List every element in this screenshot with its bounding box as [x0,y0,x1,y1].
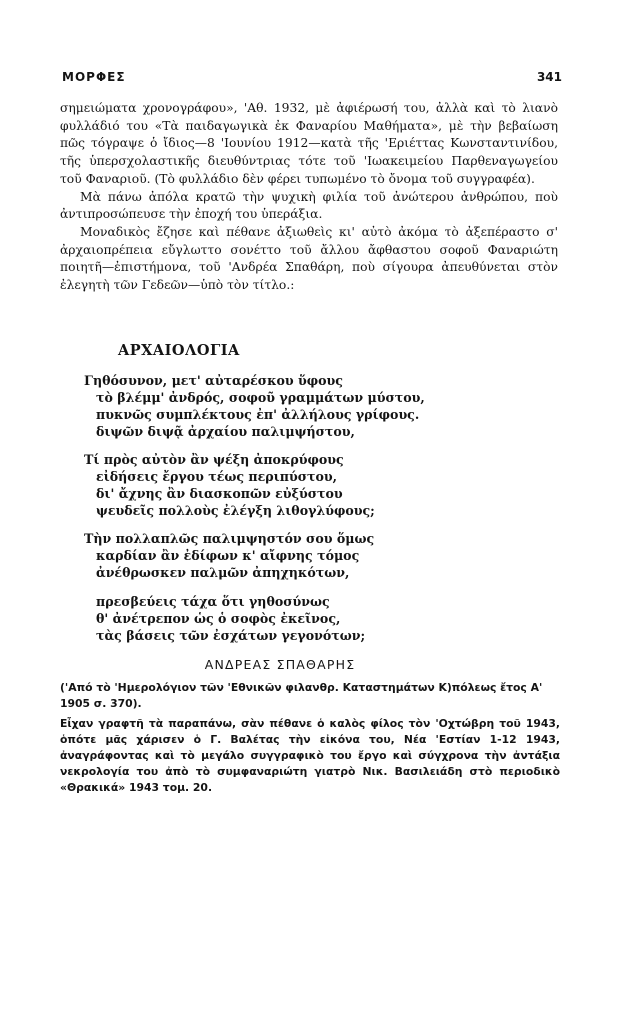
poem-stanza-4 [84,593,414,644]
poem-line: καρδίαν ἂν ἐδίφων κ' αἴφνης τόμος [96,548,360,563]
running-title: ΜΟΡΦΕΣ [62,70,126,84]
paragraph-3: Μοναδικὸς ἔζησε καὶ πέθανε ἀξιωθεὶς κι' αὐτὸ ἀκόμα τὸ ἀξεπέραστο σ' ἀρχαιοπρέπεια εὔγλωττο σονέττο τοῦ ἄλλου ἄφθαστου σοφοῦ Φαναριώτη ποιητῆ—ἐπιστήμονα, τοῦ 'Ανδρέα Σπαθάρη, ποὺ σίγουρα ἀπευθύνεται στὸν ἐλεγητὴ τῶν Γεδεῶν—ὑπὸ τὸν τίτλο.: [60,224,558,293]
paragraph-1: σημειώματα χρονογράφου», 'Αθ. 1932, μὲ ἀφιέρωσή του, ἀλλὰ καὶ τὸ λιανὸ φυλλάδιό του «Τὰ παιδαγωγικὰ ἐκ Φαναρίου Μαθήματα», μὲ τὴν βεβαίωση πῶς τόγραψε ὁ ἴδιος—8 'Ιουνίου 1912—κατὰ τῆς 'Εριέττας Κωνσταντινίδου, τῆς ὑπερσχολαστικῆς διευθύντριας τότε τοῦ 'Ιωακειμείου Παρθεναγωγείου τοῦ Φαναριοῦ. (Τὸ φυλλάδιο δὲν φέρει τυπωμένο τὸ ὄνομα τοῦ συγγραφέα). [60,101,558,186]
poem-author: ΑΝΔΡΕΑΣ ΣΠΑΘΑΡΗΣ [204,657,356,672]
poem-line: ψευδεῖς πολλοὺς ἐλέγξη λιθογλύφους; [96,503,375,518]
poem-line: Τί πρὸς αὐτὸν ἂν ψέξη ἀποκρύφους [84,452,344,467]
poem-stanza-1 [84,372,425,440]
page-number: 341 [536,70,562,84]
poem-title: ΑΡΧΑΙΟΛΟΓΙΑ [118,342,240,359]
poem-line: εἰδήσεις ἔργου τέως περιπύστου, [96,469,338,484]
poem-line: ἀνέθρωσκεν παλμῶν ἀπηχηκότων, [96,565,350,580]
poem-stanza-2 [84,451,414,519]
poem-line: τὰς βάσεις τῶν ἐσχάτων γεγονότων; [96,628,366,643]
poem-line: διψῶν διψᾷ ἀρχαίου παλιμψήστου, [96,424,355,439]
body-text [60,100,558,295]
paragraph-2: Μὰ πάνω ἀπόλα κρατῶ τὴν ψυχικὴ φιλία τοῦ ἀνώτερου ἀνθρώπου, ποὺ ἀντιπροσώπευσε τὴν ἐποχή του ὑπεράξια. [60,189,558,222]
poem-line: θ' ἀνέτρεπον ὡς ὁ σοφὸς ἐκεῖνος, [96,611,341,626]
poem-stanza-3 [84,530,414,581]
poem-line: δι' ἄχνης ἂν διασκοπῶν εὐξύστου [96,486,343,501]
poem-line: τὸ βλέμμ' ἀνδρός, σοφοῦ γραμμάτων μύστου, [96,390,425,405]
poem-line: Γηθόσυνον, μετ' αὐταρέσκου ὕφους [84,373,343,388]
source-citation: ('Από τὸ 'Ημερολόγιον τῶν 'Εθνικῶν φιλανθρ. Καταστημάτων Κ)πόλεως ἔτος Α' 1905 σ. 370). [60,681,543,710]
poem-line: πυκνῶς συμπλέκτους ἐπ' ἀλλήλους γρίφους. [96,407,420,422]
closing-note: Εἶχαν γραφτῆ τὰ παραπάνω, σὰν πέθανε ὁ καλὸς φίλος τὸν 'Οχτώβρη τοῦ 1943, ὁπότε μᾶς χάρισεν ὁ Γ. Βαλέτας τὴν εἰκόνα του, Νέα 'Εστίαν 1-12 1943, ἀναγράφοντας καὶ τὸ μεγάλο συγγραφικὸ του ἔργο καὶ σύγχρονα τὴν ἀντάξια νεκρολογία του ἀπὸ τὸ συμφαναριώτη γιατρὸ Νικ. Βασιλειάδη στὸ περιοδικὸ «Θρακικά» 1943 τομ. 20. [60,717,560,794]
running-header [62,70,562,90]
poem-line: Τὴν πολλαπλῶς παλιμψηστόν σου ὅμως [84,531,375,546]
poem-line: πρεσβεύεις τάχα ὅτι γηθοσύνως [96,594,330,609]
